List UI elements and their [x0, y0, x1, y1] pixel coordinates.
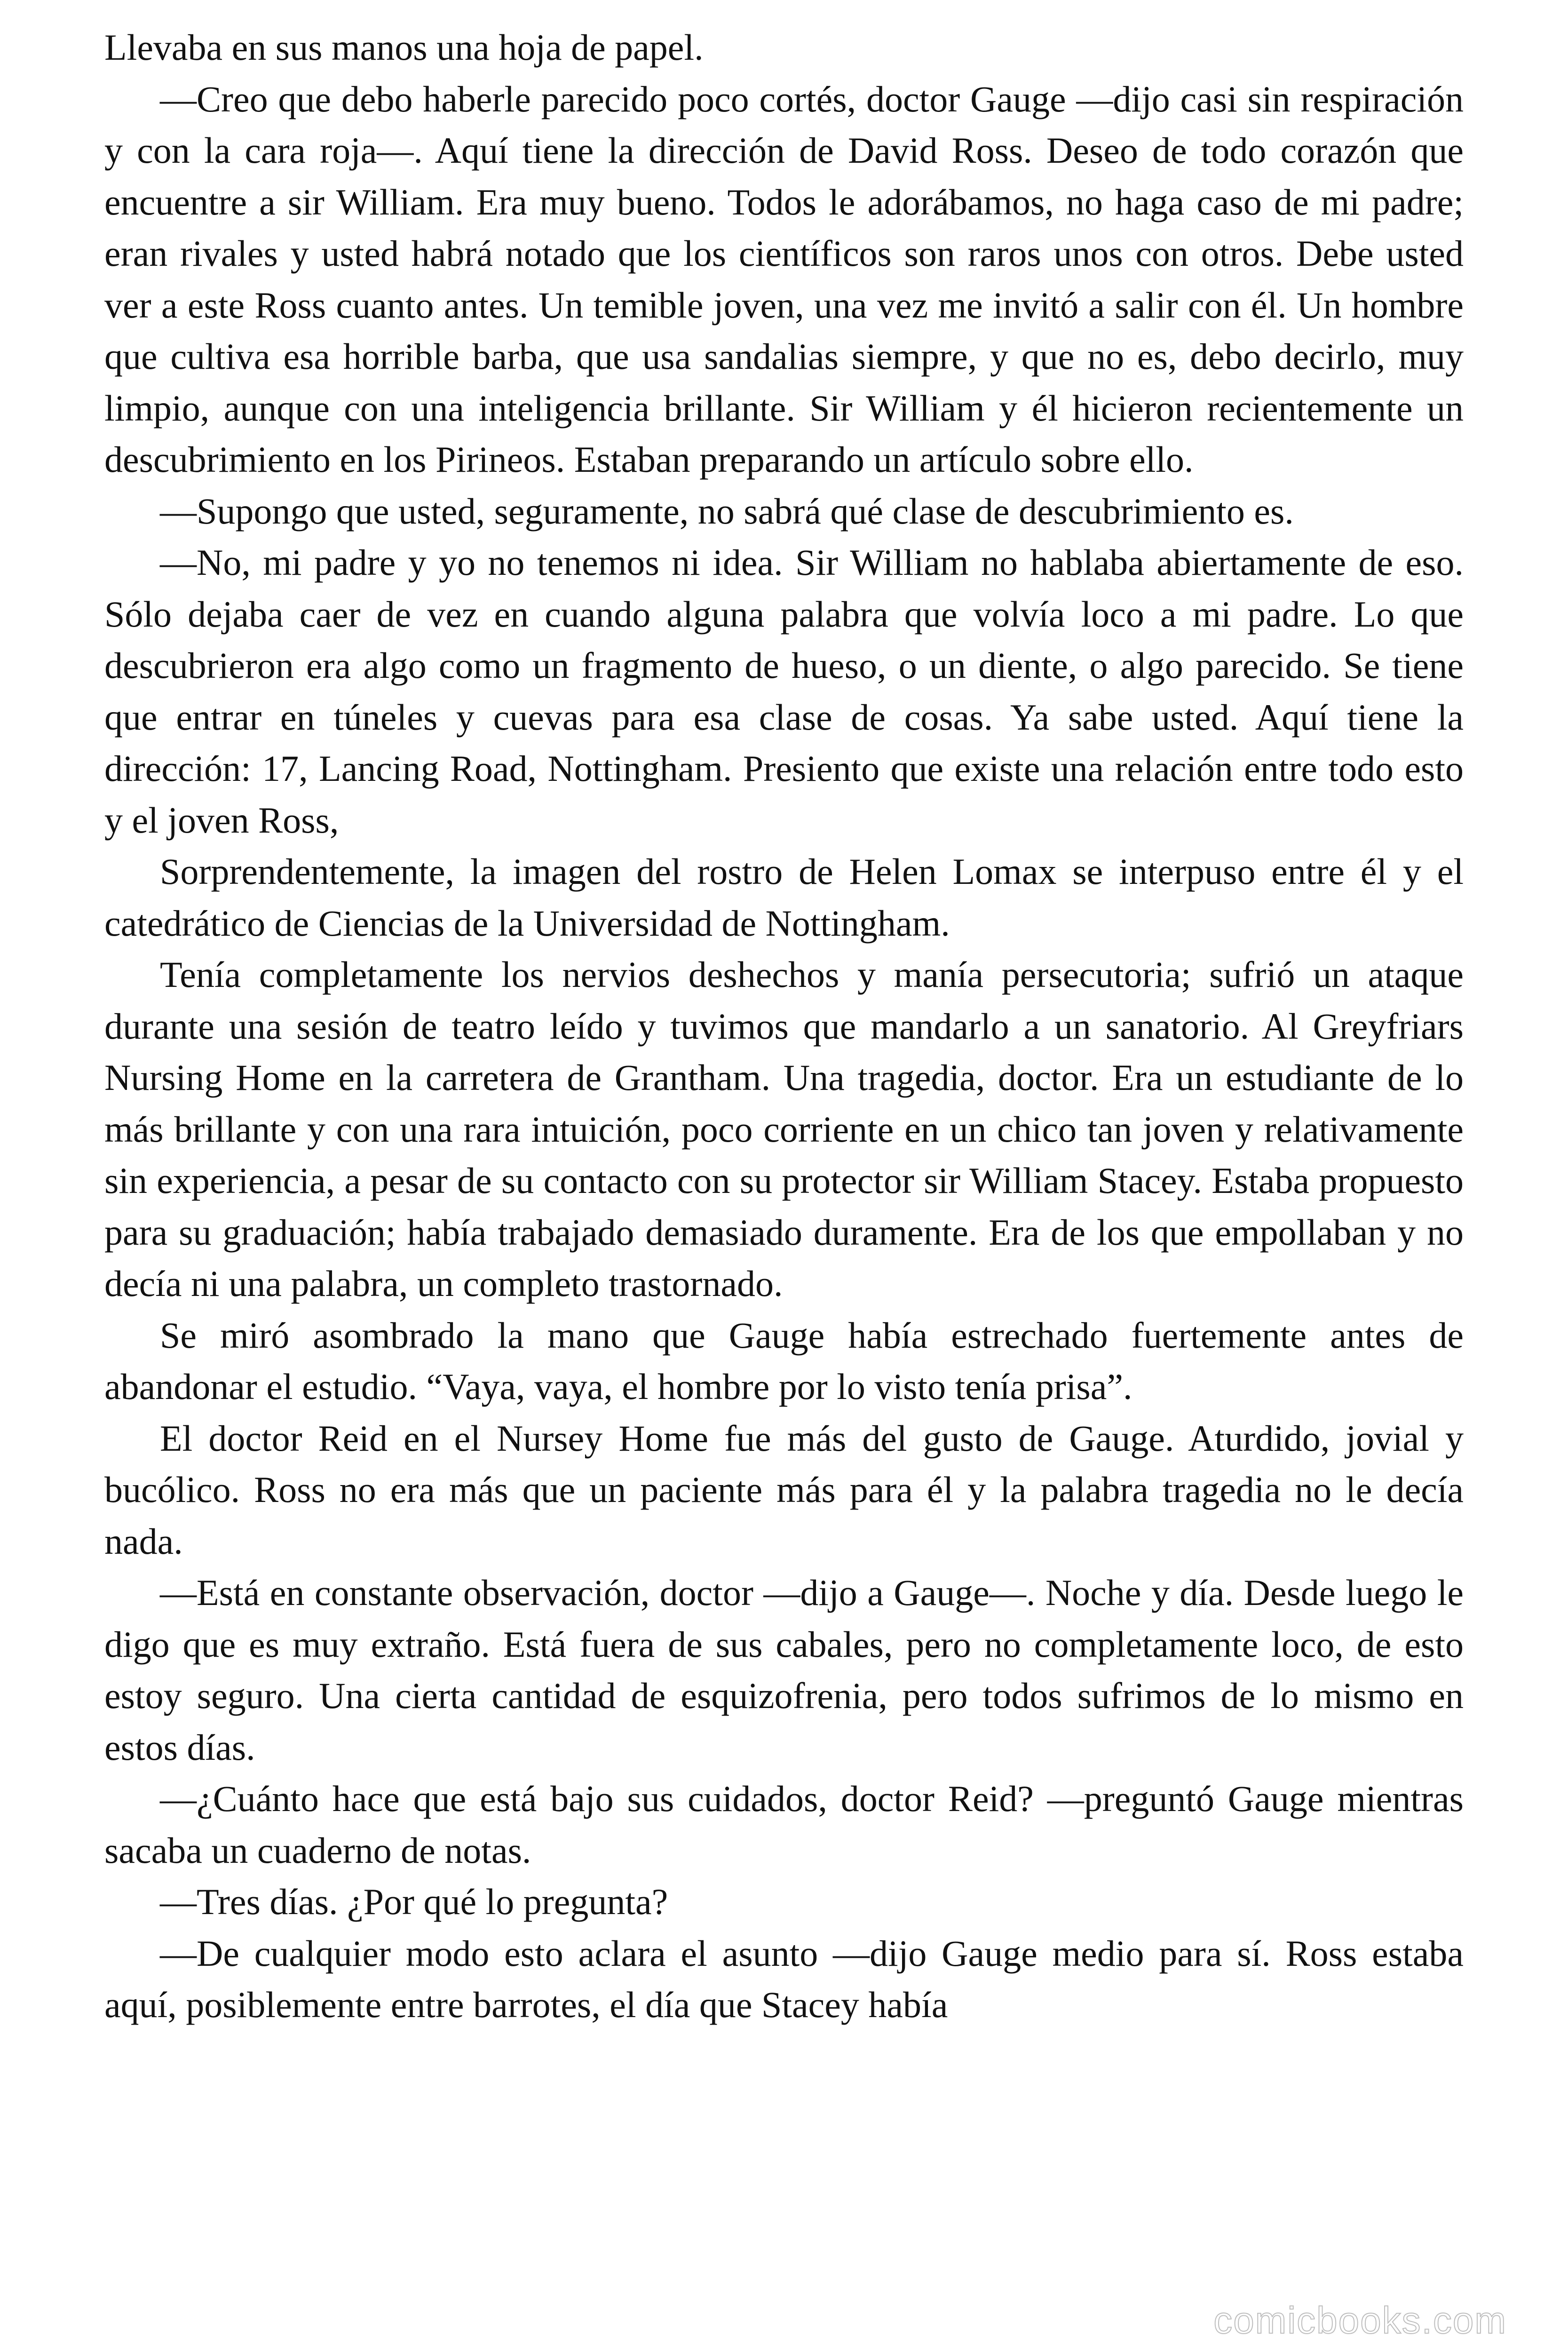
paragraph: Tenía completamente los nervios deshechos y manía persecutoria; sufrió un ataque durante una sesión de teatro leído y tuvimos que mandarlo a un sanatorio. Al Greyfriars Nursing Home en la carretera de Grantham. Una tragedia, doctor. Era un estudiante de lo más brillante y con una rara intuición, poco corriente en un chico tan joven y relativamente sin experiencia, a pesar de su contacto con su protector sir William Stacey. Estaba propuesto para su graduación; había trabajado demasiado duramente. Era de los que empollaban y no decía ni una palabra, un completo trastornado.: [104, 954, 1464, 1304]
paragraph: —De cualquier modo esto aclara el asunto —dijo Gauge medio para sí. Ross estaba aquí, posiblemente entre barrotes, el día que Stacey había: [104, 1932, 1464, 2025]
paragraph: Se miró asombrado la mano que Gauge había estrechado fuertemente antes de abandonar el estudio. “Vaya, vaya, el hombre por lo visto tenía prisa”.: [104, 1314, 1464, 1407]
paragraph: —Creo que debo haberle parecido poco cortés, doctor Gauge —dijo casi sin respiración y con la cara roja—. Aquí tiene la dirección de David Ross. Deseo de todo corazón que encuentre a sir William. Era muy bueno. Todos le adorábamos, no haga caso de mi padre; eran rivales y usted habrá notado que los científicos son raros unos con otros. Debe usted ver a este Ross cuanto antes. Un temible joven, una vez me invitó a salir con él. Un hombre que cultiva esa horrible barba, que usa sandalias siempre, y que no es, debo decirlo, muy limpio, aunque con una inteligencia brillante. Sir William y él hicieron recientemente un descubrimiento en los Pirineos. Estaban preparando un artículo sobre ello.: [104, 78, 1464, 480]
watermark: comicbooks.com: [1213, 2299, 1507, 2341]
paragraph: —Supongo que usted, seguramente, no sabrá qué clase de descubrimiento es.: [160, 490, 1294, 532]
paragraph: Sorprendentemente, la imagen del rostro de Helen Lomax se interpuso entre él y el catedrático de Ciencias de la Universidad de Nottingham.: [104, 851, 1464, 944]
paragraph: —Está en constante observación, doctor —dijo a Gauge—. Noche y día. Desde luego le digo que es muy extraño. Está fuera de sus cabales, pero no completamente loco, de esto estoy seguro. Una cierta cantidad de esquizofrenia, pero todos sufrimos de lo mismo en estos días.: [104, 1572, 1464, 1768]
paragraph: Llevaba en sus manos una hoja de papel.: [104, 27, 704, 68]
document-page: [104, 22, 1464, 2031]
paragraph: —No, mi padre y yo no tenemos ni idea. Sir William no hablaba abiertamente de eso. Sólo dejaba caer de vez en cuando alguna palabra que volvía loco a mi padre. Lo que descubrieron era algo como un fragmento de hueso, o un diente, o algo parecido. Se tiene que entrar en túneles y cuevas para esa clase de cosas. Ya sabe usted. Aquí tiene la dirección: 17, Lancing Road, Nottingham. Presiento que existe una relación entre todo esto y el joven Ross,: [104, 542, 1464, 841]
paragraph: —Tres días. ¿Por qué lo pregunta?: [160, 1881, 668, 1922]
paragraph: El doctor Reid en el Nursey Home fue más del gusto de Gauge. Aturdido, jovial y bucólico. Ross no era más que un paciente más para él y la palabra tragedia no le decía nada.: [104, 1417, 1464, 1562]
paragraph: —¿Cuánto hace que está bajo sus cuidados, doctor Reid? —preguntó Gauge mientras sacaba un cuaderno de notas.: [104, 1778, 1464, 1871]
